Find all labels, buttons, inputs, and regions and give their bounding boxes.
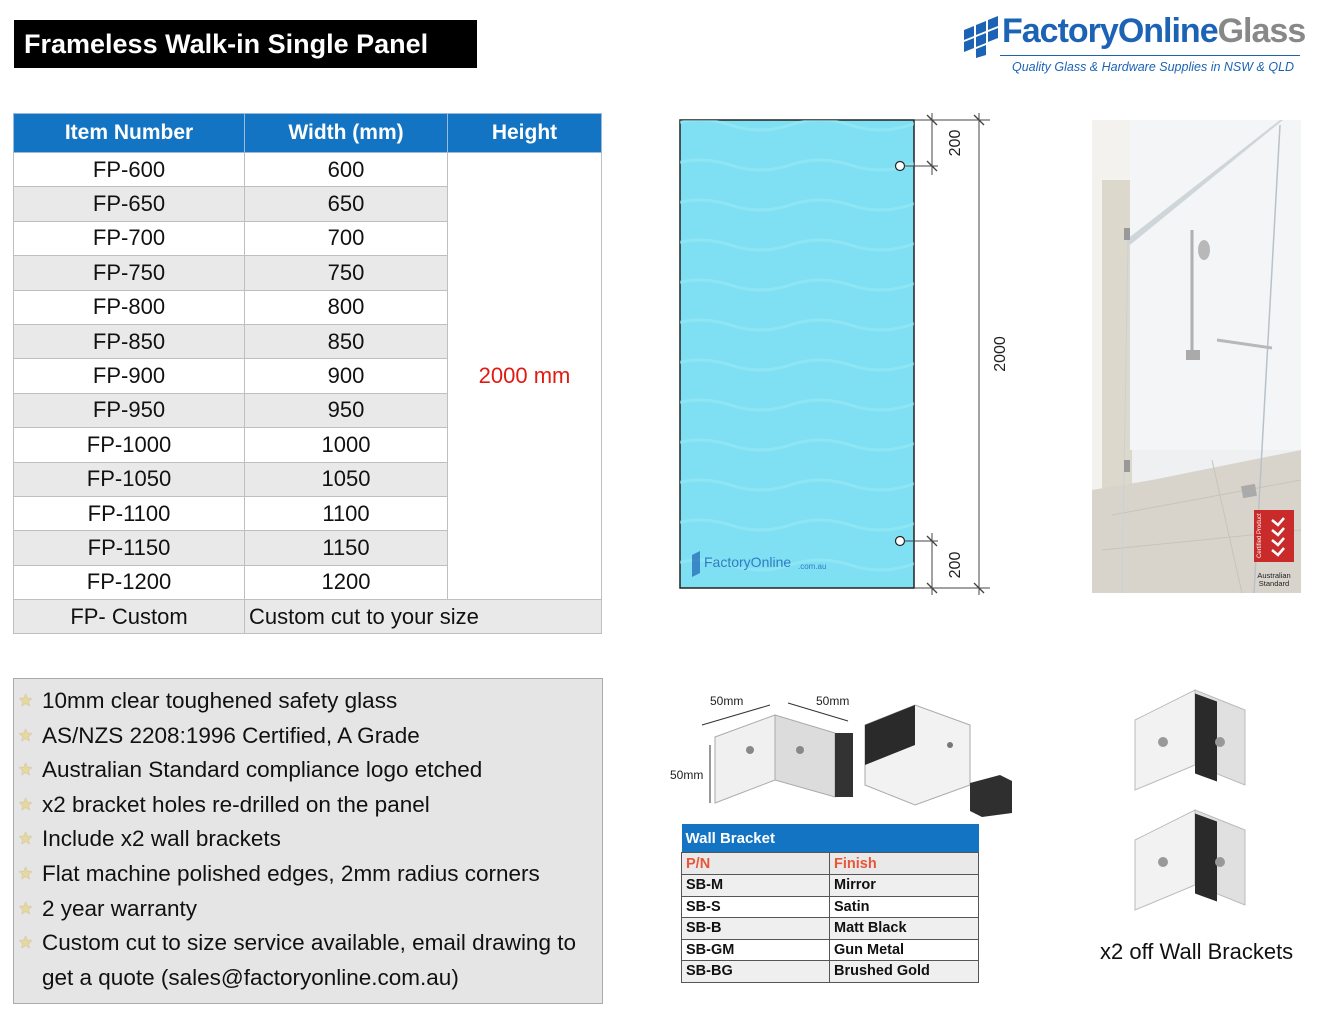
company-logo: [960, 14, 1305, 84]
item-number-cell: FP-1050: [14, 462, 245, 496]
width-cell: 1200: [245, 565, 448, 599]
col-header-pn: P/N: [682, 853, 830, 875]
feature-item: [18, 857, 602, 892]
item-number-cell: FP-1000: [14, 428, 245, 462]
logo-tagline: Quality Glass & Hardware Supplies in NSW & QLD: [1012, 60, 1295, 74]
size-table: [13, 113, 602, 634]
page-title: Frameless Walk-in Single Panel: [14, 20, 477, 68]
star-icon: ★: [18, 863, 34, 883]
finish-cell: Mirror: [830, 875, 979, 897]
australian-standard-badge: [1254, 510, 1294, 588]
logo-divider: [1000, 55, 1300, 56]
part-number-cell: SB-M: [682, 875, 830, 897]
part-number-cell: SB-B: [682, 918, 830, 940]
star-icon: ★: [18, 898, 34, 918]
feature-text: 10mm clear toughened safety glass: [42, 688, 398, 713]
top-offset-label: 200: [947, 129, 964, 157]
item-number-cell: FP-800: [14, 290, 245, 324]
feature-item: [18, 753, 602, 788]
item-number-cell: FP-850: [14, 324, 245, 358]
width-cell: 650: [245, 187, 448, 221]
star-icon: ★: [18, 691, 34, 710]
finish-cell: Brushed Gold: [830, 961, 979, 983]
col-header-finish: Finish: [830, 853, 979, 875]
width-cell: 600: [245, 153, 448, 187]
svg-text:Australian: Australian: [1257, 571, 1291, 580]
wall-brackets-photo: [1125, 680, 1275, 920]
table-row: [682, 939, 979, 961]
svg-text:.com.au: .com.au: [798, 562, 827, 571]
width-cell: 1050: [245, 462, 448, 496]
glass-panes-logo-icon: [960, 16, 1000, 58]
svg-text:Standard: Standard: [1258, 579, 1290, 588]
shower-photo-illustration: [1092, 120, 1301, 593]
finish-cell: Satin: [830, 896, 979, 918]
custom-row: [14, 600, 602, 634]
wall-bracket-table: [681, 824, 979, 983]
star-icon: ★: [18, 760, 34, 780]
feature-text: AS/NZS 2208:1996 Certified, A Grade: [42, 722, 420, 748]
item-number-cell: FP-1150: [14, 531, 245, 565]
header-width: Width (mm): [245, 114, 448, 153]
table-row: [682, 875, 979, 897]
item-number-cell: FP-950: [14, 393, 245, 427]
width-cell: 850: [245, 324, 448, 358]
feature-text: Include x2 wall brackets: [42, 826, 281, 852]
feature-text: x2 bracket holes re-drilled on the panel: [42, 791, 430, 817]
bracket-width1-label: 50mm: [710, 694, 744, 708]
bottom-bracket-hole: [896, 537, 905, 546]
width-cell: 1150: [245, 531, 448, 565]
star-icon: ★: [18, 725, 34, 745]
item-number-cell: FP-600: [14, 153, 245, 187]
feature-text: Flat machine polished edges, 2mm radius corners: [42, 860, 540, 886]
table-row: [682, 896, 979, 918]
wall-bracket-table-title: Wall Bracket: [682, 824, 979, 853]
item-number-cell: FP-750: [14, 256, 245, 290]
total-height-label: 2000: [992, 336, 1009, 372]
width-cell: 900: [245, 359, 448, 393]
part-number-cell: SB-S: [682, 896, 830, 918]
header-height: Height: [448, 114, 602, 153]
feature-text: Australian Standard compliance logo etched: [42, 757, 483, 783]
item-number-cell: FP-700: [14, 221, 245, 255]
size-table-header: [14, 114, 602, 153]
star-icon: ★: [18, 829, 34, 849]
feature-item: [18, 719, 602, 754]
height-value-cell: 2000 mm: [448, 153, 602, 600]
feature-item: [18, 684, 602, 719]
top-bracket-hole: [896, 162, 905, 171]
features-list: [13, 678, 603, 1004]
custom-item-cell: FP- Custom: [14, 600, 245, 634]
bottom-offset-label: 200: [947, 551, 964, 579]
finish-cell: Matt Black: [830, 918, 979, 940]
brackets-caption: x2 off Wall Brackets: [1100, 939, 1294, 964]
table-row: [14, 153, 602, 187]
width-cell: 1100: [245, 496, 448, 530]
width-cell: 1000: [245, 428, 448, 462]
part-number-cell: SB-GM: [682, 939, 830, 961]
svg-text:FactoryOnline: FactoryOnline: [704, 554, 792, 570]
bracket-width2-label: 50mm: [816, 694, 850, 708]
svg-text:Certified Product: Certified Product: [1257, 513, 1263, 558]
part-number-cell: SB-BG: [682, 961, 830, 983]
feature-item: [18, 926, 602, 995]
bracket-height-label: 50mm: [670, 768, 704, 782]
feature-item: [18, 892, 602, 927]
width-cell: 950: [245, 393, 448, 427]
table-row: [682, 961, 979, 983]
item-number-cell: FP-1100: [14, 496, 245, 530]
panel-diagram: [670, 105, 1040, 605]
star-icon: ★: [18, 794, 34, 814]
item-number-cell: FP-900: [14, 359, 245, 393]
installed-panel-photo: [1092, 120, 1301, 593]
width-cell: 700: [245, 221, 448, 255]
width-cell: 750: [245, 256, 448, 290]
finish-cell: Gun Metal: [830, 939, 979, 961]
header-item-number: Item Number: [14, 114, 245, 153]
bracket-dimension-drawing: [660, 685, 1030, 820]
feature-text: 2 year warranty: [42, 895, 198, 921]
star-icon: ★: [18, 933, 34, 953]
item-number-cell: FP-650: [14, 187, 245, 221]
width-cell: 800: [245, 290, 448, 324]
feature-item: [18, 788, 602, 823]
logo-wordmark: FactoryOnlineGlass: [1002, 12, 1306, 50]
item-number-cell: FP-1200: [14, 565, 245, 599]
custom-description-cell: Custom cut to your size: [245, 600, 602, 634]
table-row: [682, 918, 979, 940]
feature-text: Custom cut to size service available, email drawing to get a quote (sales@factoryonline.com.au): [42, 930, 576, 990]
feature-item: [18, 822, 602, 857]
